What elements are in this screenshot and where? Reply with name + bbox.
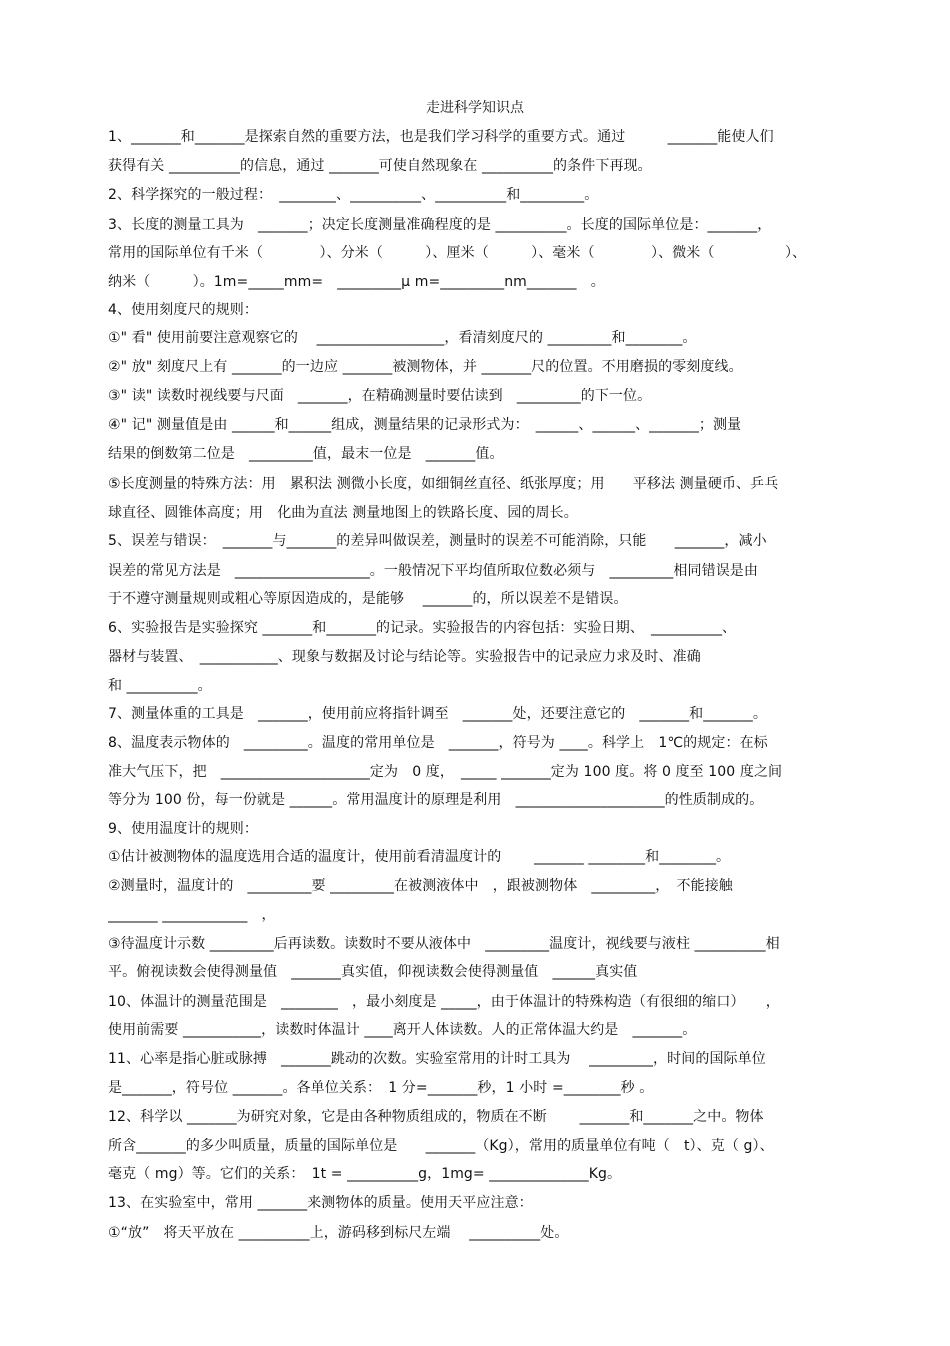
text-line-12: 结果的倒数第二位是 _________值，最末一位是 _______值。 [108, 446, 504, 462]
text-line-1: 1、_______和_______是探索自然的重要方法，也是我们学习科学的重要方式。通过 _______能使人们 [108, 129, 774, 145]
text-line-18: 6、实验报告是实验探究 _______和_______的记录。实验报告的内容包括：实验日期、 __________、 [108, 620, 737, 636]
text-line-31: 10、体温计的测量范围是 ________ ，最小刻度是 _____，由于体温计的特殊构造（有很细的缩口） ， [108, 994, 780, 1010]
text-line-38: 13、在实验室中，常用 _______来测物体的质量。使用天平应注意： [108, 1195, 533, 1211]
text-line-39: ①“放” 将天平放在 __________上，游码移到标尺左端 __________处。 [108, 1225, 569, 1241]
text-line-25: 9、使用温度计的规则： [108, 821, 259, 837]
text-line-6: 纳米（ ）。1m=_____mm= _________μ m=_________nm_______ 。 [108, 274, 605, 290]
text-line-8: ①" 看" 使用前要注意观察它的 __________________，看清刻度尺的 _________和________。 [108, 330, 697, 346]
text-line-14: 球直径、圆锥体高度；用 化曲为直法 测量地图上的铁路长度、园的周长。 [108, 505, 578, 521]
text-line-21: 7、测量体重的工具是 _______，使用前应将指针调至 _______处，还要注意它的 _______和_______。 [108, 706, 768, 722]
text-line-20: 和 __________。 [108, 678, 212, 694]
text-line-17: 于不遵守测量规则或粗心等原因造成的，是能够 _______的，所以误差不是错误。 [108, 591, 628, 607]
text-line-32: 使用前需要 ___________，读数时体温计 ____离开人体读数。人的正常体温大约是 _______。 [108, 1022, 697, 1038]
text-line-34: 是_______，符号位 _______。各单位关系： 1 分=_______秒，1 小时 =________秒 。 [108, 1080, 654, 1096]
text-line-4: 3、长度的测量工具为 _______；决定长度测量准确程度的是 __________。长度的国际单位是：_______， [108, 217, 772, 233]
text-line-29: ③待温度计示数 _________后再读数。读数时不要从液体中 _________温度计，视线要与液柱 __________相 [108, 936, 780, 952]
text-line-26: ①估计被测物体的温度选用合适的温度计，使用前看清温度计的 _______ ________和________。 [108, 849, 731, 865]
text-line-10: ③" 读" 读数时视线要与尺面 _______，在精确测量时要估读到 _________的下一位。 [108, 388, 652, 404]
text-line-27: ②测量时，温度计的 _________要 _________在被测液体中 ，跟被测物体 _________， 不能接触 [108, 878, 733, 894]
text-line-30: 平。俯视读数会使得测量值 _______真实值，仰视读数会使得测量值 ______真实值 [108, 964, 638, 980]
text-line-9: ②" 放" 刻度尺上有 _______的一边应 _______被测物体，并 _______尺的位置。不用磨损的零刻度线。 [108, 359, 743, 375]
text-line-22: 8、温度表示物体的 _________。温度的常用单位是 _______，符号为 ____。科学上 1℃的规定：在标 [108, 735, 768, 751]
text-line-35: 12、科学以 _______为研究对象，它是由各种物质组成的，物质在不断 _______和_______之中。物体 [108, 1109, 764, 1125]
text-line-23: 准大气压下，把 _____________________定为 0 度， _____ _______定为 100 度。将 0 度至 100 度之间 [108, 764, 783, 780]
text-line-37: 毫克（ mg）等。它们的关系： 1t = __________g，1mg= ______________Kg。 [108, 1166, 622, 1182]
text-line-7: 4、使用刻度尺的规则： [108, 302, 259, 318]
text-line-33: 11、心率是指心脏或脉搏 _______跳动的次数。实验室常用的计时工具为 _________，时间的国际单位 [108, 1051, 766, 1067]
text-line-19: 器材与装置、 ___________、现象与数据及讨论与结论等。实验报告中的记录应力求及时、准确 [108, 649, 701, 665]
text-line-5: 常用的国际单位有千米（ ）、分米（ ）、厘米（ ）、毫米（ ）、微米（ ）、 [108, 245, 807, 261]
text-line-13: ⑤长度测量的特殊方法：用 累积法 测微小长度，如细铜丝直径、纸张厚度；用 平移法 测量硬币、乒乓 [108, 476, 779, 492]
text-line-28: _______ ____________ ， [108, 907, 276, 923]
document-title: 走进科学知识点 [426, 100, 524, 116]
text-line-2: 获得有关 __________的信息，通过 _______可使自然现象在 __________的条件下再现。 [108, 158, 652, 174]
text-line-11: ④" 记" 测量值是由 ______和______组成，测量结果的记录形式为： ______、______、_______；测量 [108, 417, 742, 433]
text-line-15: 5、误差与错误： _______与_______的差异叫做误差，测量时的误差不可能消除，只能 _______，减小 [108, 533, 767, 549]
text-line-16: 误差的常见方法是 ___________________。一般情况下平均值所取位数必须与 _________相同错误是由 [108, 563, 758, 579]
text-line-36: 所含_______的多少叫质量，质量的国际单位是 _______（Kg），常用的质量单位有吨（ t）、克（ g）、 [108, 1138, 774, 1154]
text-line-24: 等分为 100 份，每一份就是 ______。常用温度计的原理是利用 _____________________的性质制成的。 [108, 792, 764, 808]
text-line-3: 2、科学探究的一般过程： ________、__________、__________和_________。 [108, 187, 599, 203]
